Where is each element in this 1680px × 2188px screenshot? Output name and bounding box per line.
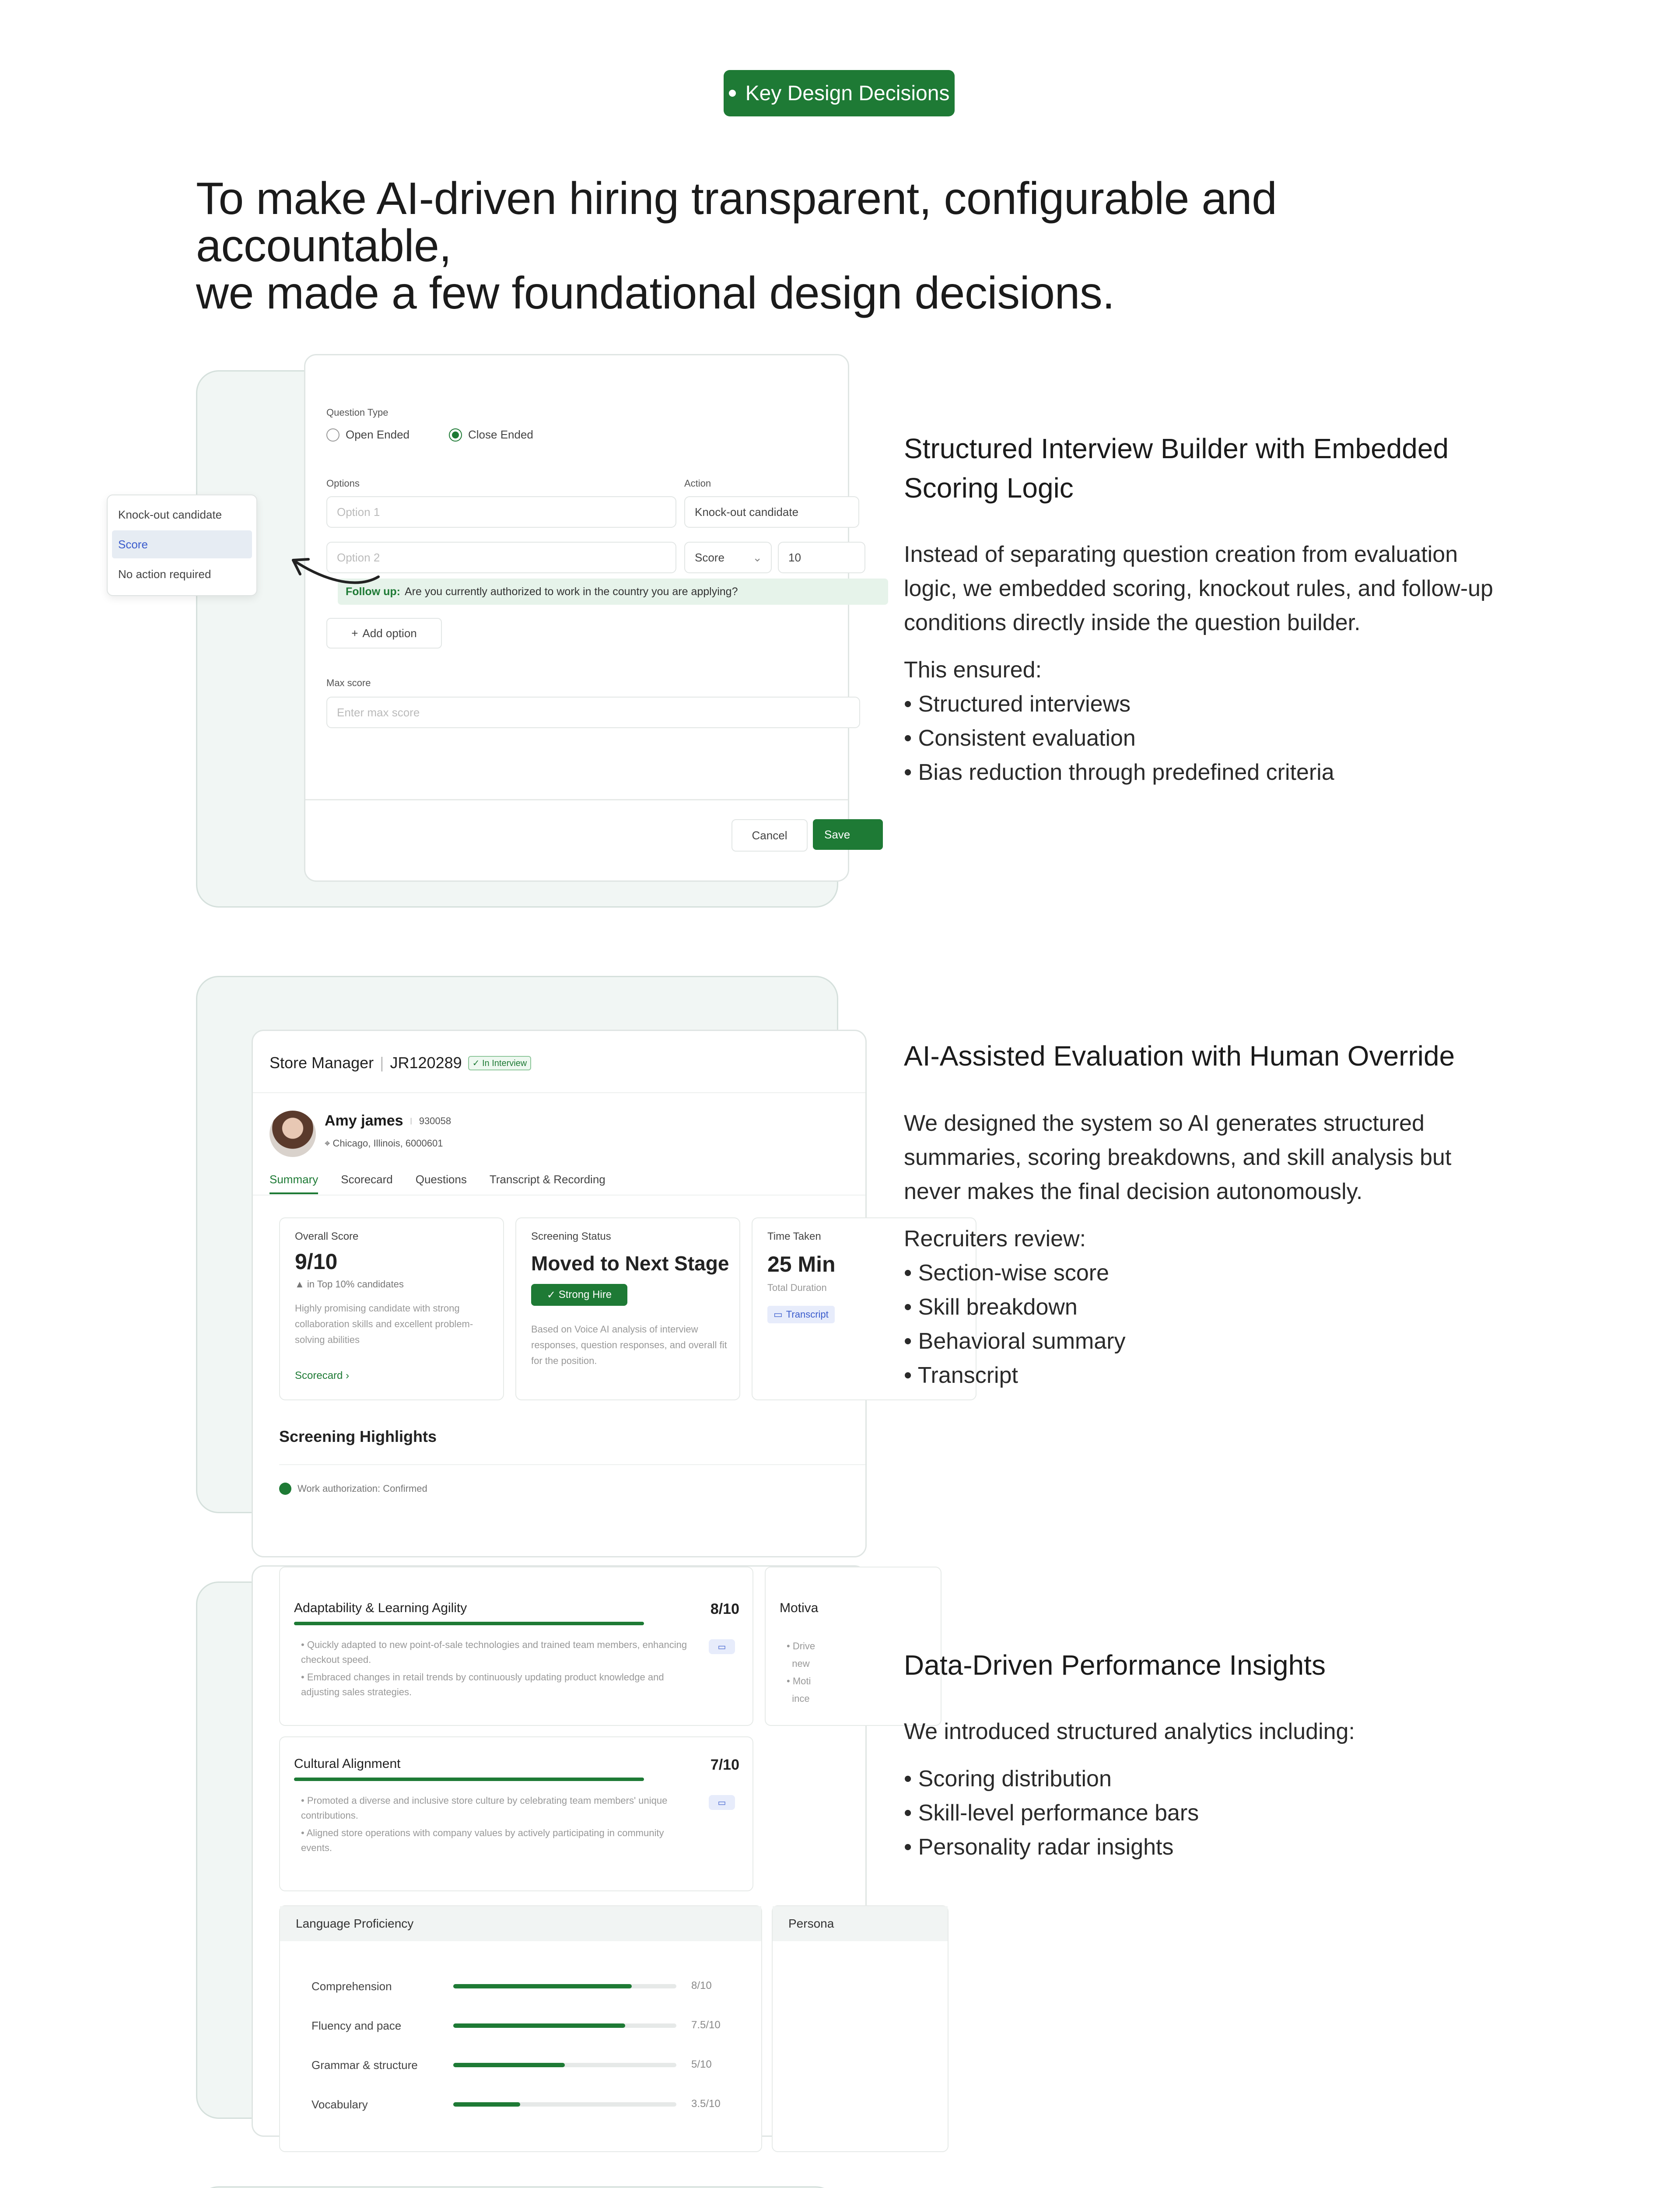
section-1-list (904, 687, 1499, 789)
job-header: Store Manager | JR120289 ✓ In Interview (270, 1054, 531, 1072)
skill-points: • Drive new • Moti ince (787, 1641, 816, 1704)
skill-point: • Promoted a diverse and inclusive store culture by celebrating team members' unique contributions. (301, 1795, 668, 1821)
highlight-text: Work authorization: Confirmed (298, 1483, 427, 1494)
language-bar-track (453, 2023, 676, 2028)
skill-title: Motiva (780, 1601, 819, 1615)
screening-highlights-title: Screening Highlights (279, 1427, 437, 1445)
section-2-list (904, 1256, 1499, 1392)
option-1-input[interactable] (326, 496, 676, 528)
skill-score: 8/10 (710, 1601, 739, 1617)
status-badge: ✓ In Interview (468, 1056, 532, 1070)
overall-score-value: 9/10 (295, 1249, 338, 1274)
dropdown-item-no-action[interactable] (112, 561, 252, 587)
plus-icon: + (351, 626, 358, 640)
language-bar-track (453, 1984, 676, 1988)
question-builder-preview (196, 370, 850, 908)
save-label: Save (824, 828, 850, 841)
candidate-name-row: Amy james | 930058 (325, 1112, 452, 1129)
action-select-1[interactable] (684, 496, 859, 528)
section-2-list-heading: Recruiters review: (904, 1226, 1086, 1252)
language-bar-track (453, 2063, 676, 2067)
page-headline (196, 175, 1465, 317)
strong-hire-badge (531, 1284, 627, 1306)
language-row (280, 2058, 761, 2076)
overall-score-card (279, 1217, 504, 1400)
language-row-label: Vocabulary (312, 2098, 368, 2111)
language-row-value: 3.5/10 (691, 2098, 721, 2110)
video-clip-icon[interactable]: ▭ (709, 1795, 735, 1810)
list-item: • Skill breakdown (904, 1290, 1499, 1324)
section-3-title: Data-Driven Performance Insights (904, 1649, 1326, 1681)
action-select-value: Knock-out candidate (695, 505, 799, 519)
list-item: • Skill-level performance bars (904, 1796, 1499, 1830)
language-proficiency-title: Language Proficiency (296, 1917, 414, 1930)
scorecard-link-label: Scorecard (295, 1370, 343, 1382)
section-3-body (904, 1715, 1499, 1864)
job-title: Store Manager (270, 1054, 374, 1072)
language-row (280, 2019, 761, 2037)
builder-panel (304, 354, 849, 882)
section-2-body (904, 1106, 1499, 1392)
job-id: JR120289 (390, 1054, 462, 1072)
radio-selected-icon (449, 428, 462, 442)
skill-point-text: Moti (792, 1676, 811, 1687)
language-bar-fill (453, 1984, 632, 1988)
section-1-intro: Instead of separating question creation from evaluation logic, we embedded scoring, knockout rules, and follow-up conditions directly inside the question builder. (904, 542, 1493, 635)
section-1-list-heading: This ensured: (904, 657, 1042, 683)
candidate-id: 930058 (419, 1115, 452, 1126)
divider (253, 1092, 865, 1093)
skill-point: • Quickly adapted to new point-of-sale technologies and trained team members, enhancing checkout speed. (301, 1639, 687, 1665)
tab-transcript[interactable]: Transcript & Recording (489, 1173, 606, 1186)
screening-status-value: Moved to Next Stage (531, 1252, 729, 1275)
skill-title: Cultural Alignment (294, 1757, 401, 1771)
language-proficiency-card (279, 1905, 762, 2152)
list-item: • Behavioral summary (904, 1324, 1499, 1358)
max-score-input[interactable] (326, 697, 860, 728)
screening-status-label: Screening Status (531, 1231, 611, 1242)
language-row-label: Comprehension (312, 1980, 392, 1993)
screening-status-description: Based on Voice AI analysis of interview responses, question responses, and overall fit for the position. (531, 1324, 727, 1366)
options-label: Options (326, 478, 360, 489)
list-item: • Section-wise score (904, 1256, 1499, 1290)
action-dropdown-menu (107, 494, 257, 596)
language-row-label: Fluency and pace (312, 2019, 402, 2032)
skill-point-text: Promoted a diverse and inclusive store culture by celebrating team members' unique contributions. (301, 1795, 668, 1821)
skill-points (301, 1793, 695, 1855)
save-button[interactable] (813, 819, 883, 850)
list-item: • Bias reduction through predefined criteria (904, 755, 1499, 789)
skill-progress-bar (294, 1622, 644, 1625)
dropdown-item-label: Knock-out candidate (118, 508, 222, 521)
badge-dot-icon (729, 90, 736, 97)
list-item: • Scoring distribution (904, 1762, 1499, 1796)
skill-points (301, 1637, 695, 1700)
section-2-intro: We designed the system so AI generates structured summaries, scoring breakdowns, and skill analysis but never makes the final decision autonomously. (904, 1111, 1452, 1204)
list-item: • Consistent evaluation (904, 721, 1499, 755)
skill-point-text: ince (792, 1693, 810, 1704)
candidate-location (325, 1138, 443, 1149)
radio-open-ended[interactable] (326, 428, 410, 442)
follow-up-text: Are you currently authorized to work in the country you are applying? (404, 585, 738, 598)
divider (253, 1195, 865, 1196)
score-value-input[interactable] (778, 542, 865, 573)
scorecard-link[interactable] (295, 1370, 349, 1382)
score-select[interactable] (684, 542, 772, 573)
add-option-button[interactable] (326, 618, 442, 649)
transcript-chip[interactable] (767, 1306, 835, 1323)
skill-point-text: new (792, 1658, 810, 1669)
language-bar-track (453, 2102, 676, 2107)
score-select-value: Score (695, 551, 724, 564)
follow-up-label: Follow up: (346, 585, 400, 598)
candidate-name: Amy james (325, 1112, 403, 1129)
score-value: 10 (788, 551, 801, 564)
avatar (270, 1111, 316, 1157)
overall-rank (295, 1279, 404, 1290)
time-taken-subtitle: Total Duration (767, 1282, 827, 1293)
summary-panel (252, 1030, 867, 1557)
video-icon: ▭ (774, 1309, 783, 1320)
section-1-title: Structured Interview Builder with Embedded Scoring Logic (904, 433, 1449, 504)
section-badge (724, 70, 955, 116)
option-2-placeholder: Option 2 (337, 551, 380, 564)
skill-point-text: Embraced changes in retail trends by continuously updating product knowledge and adjusting sales strategies. (301, 1672, 664, 1697)
profile-tabs (270, 1173, 606, 1194)
skill-point-text: Quickly adapted to new point-of-sale technologies and trained team members, enhancing checkout speed. (301, 1639, 687, 1665)
question-type-label: Question Type (326, 407, 388, 418)
skill-card-adaptability (279, 1567, 753, 1726)
time-taken-label: Time Taken (767, 1231, 821, 1242)
chevron-right-icon: › (346, 1370, 350, 1382)
skill-title: Adaptability & Learning Agility (294, 1601, 467, 1615)
skill-progress-bar (294, 1778, 644, 1781)
skill-score: 7/10 (710, 1757, 739, 1773)
divider (279, 1464, 865, 1465)
follow-up-banner (338, 579, 888, 605)
option-1-placeholder: Option 1 (337, 505, 380, 519)
language-row-value: 7.5/10 (691, 2019, 721, 2031)
tab-summary[interactable]: Summary (270, 1173, 318, 1194)
action-label: Action (684, 478, 711, 489)
radio-empty-icon (326, 428, 340, 442)
overall-score-description: Highly promising candidate with strong collaboration skills and excellent problem-solving abilities (295, 1303, 473, 1345)
language-row-value: 8/10 (691, 1980, 712, 1992)
skill-point: • Embraced changes in retail trends by continuously updating product knowledge and adjusting sales strategies. (301, 1672, 664, 1697)
skill-point-text: Aligned store operations with company values by actively participating in community events. (301, 1827, 664, 1853)
list-item: • Personality radar insights (904, 1830, 1499, 1864)
screening-status-card (515, 1217, 740, 1400)
max-score-label: Max score (326, 677, 371, 688)
status-label: In Interview (482, 1058, 527, 1068)
skill-point-text: Drive (792, 1641, 816, 1652)
cancel-button[interactable] (732, 819, 808, 852)
persona-card (772, 1905, 948, 2152)
dropdown-item-score[interactable] (112, 530, 252, 558)
time-taken-value: 25 Min (767, 1252, 836, 1276)
headline-line-2: we made a few foundational design decisions. (196, 268, 1115, 319)
radio-close-ended[interactable] (449, 428, 533, 442)
chevron-down-icon: ⌄ (752, 551, 762, 564)
persona-title: Persona (788, 1917, 834, 1930)
skill-point: • Aligned store operations with company values by actively participating in community events. (301, 1827, 664, 1853)
insights-panel (252, 1565, 867, 2137)
language-bar-fill (453, 2063, 565, 2067)
section-1-body (904, 537, 1499, 789)
section-3-intro: We introduced structured analytics including: (904, 1719, 1355, 1744)
radio-open-label: Open Ended (346, 428, 410, 441)
location-text: Chicago, Illinois, 6000601 (332, 1138, 443, 1149)
location-pin-icon: ⌖ (325, 1138, 333, 1149)
tab-questions[interactable]: Questions (415, 1173, 467, 1186)
dropdown-item-knockout[interactable] (112, 501, 252, 528)
radio-close-label: Close Ended (468, 428, 533, 441)
footer-divider (305, 799, 848, 800)
language-bar-fill (453, 2023, 625, 2028)
language-bar-fill (453, 2102, 520, 2107)
section-3-list (904, 1762, 1499, 1864)
list-item: • Transcript (904, 1358, 1499, 1392)
max-score-placeholder: Enter max score (337, 705, 420, 719)
candidate-summary-preview (196, 976, 838, 1513)
check-circle-icon (279, 1483, 291, 1495)
transcript-chip-label: Transcript (786, 1309, 829, 1320)
tab-scorecard[interactable]: Scorecard (341, 1173, 393, 1186)
badge-label: Key Design Decisions (745, 81, 950, 105)
highlight-item (279, 1483, 427, 1495)
transcript-recording-preview (196, 2186, 838, 2188)
language-row-label: Grammar & structure (312, 2058, 418, 2072)
add-option-label: Add option (362, 626, 417, 640)
strong-hire-label: Strong Hire (558, 1289, 612, 1301)
video-clip-icon[interactable]: ▭ (709, 1639, 735, 1654)
language-row-value: 5/10 (691, 2058, 712, 2070)
list-item: • Structured interviews (904, 687, 1499, 721)
language-row (280, 2098, 761, 2115)
dropdown-item-label: No action required (118, 567, 211, 581)
dropdown-item-label: Score (118, 537, 148, 551)
overall-rank-text: in Top 10% candidates (307, 1279, 404, 1290)
skill-card-cultural (279, 1736, 753, 1891)
trend-up-icon: ▲ (295, 1279, 307, 1290)
arrow-icon (284, 543, 385, 591)
check-icon: ✓ (546, 1289, 559, 1301)
cancel-label: Cancel (752, 828, 788, 842)
headline-line-1: To make AI-driven hiring transparent, configurable and accountable, (196, 173, 1277, 271)
performance-insights-preview (196, 1581, 838, 2119)
language-row (280, 1980, 761, 1997)
overall-score-label: Overall Score (295, 1231, 359, 1242)
section-2-title: AI-Assisted Evaluation with Human Override (904, 1040, 1455, 1072)
